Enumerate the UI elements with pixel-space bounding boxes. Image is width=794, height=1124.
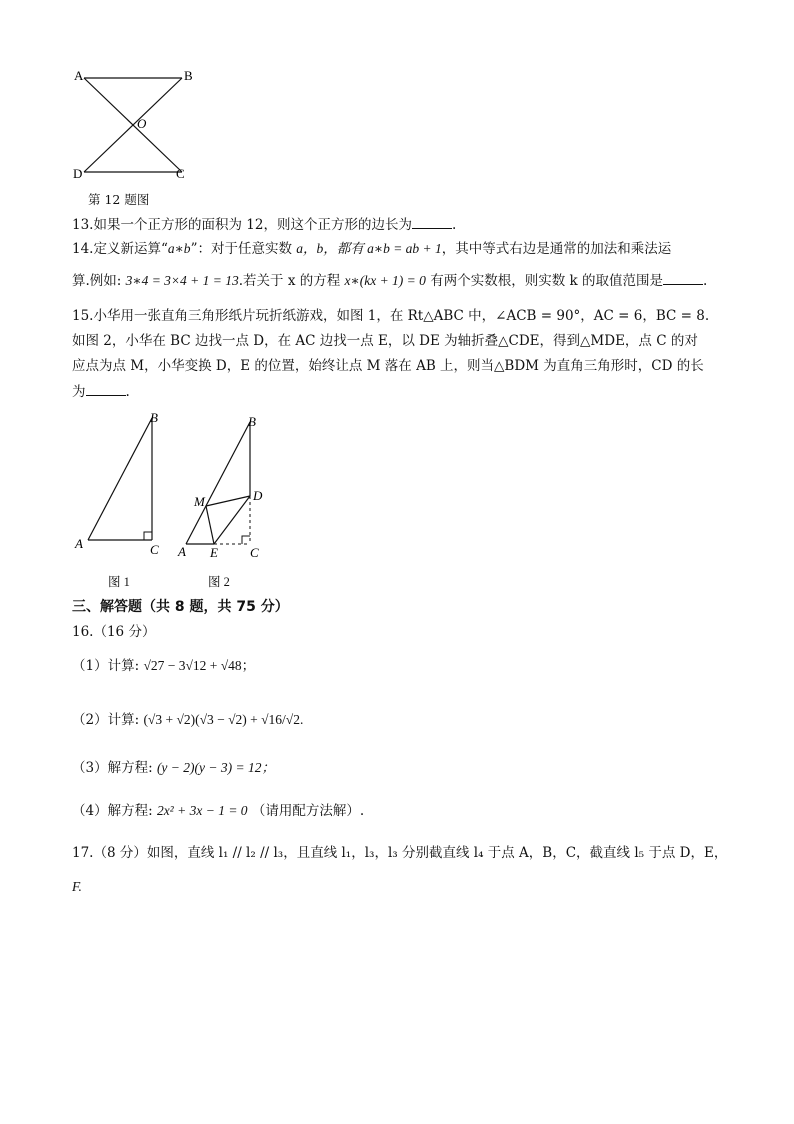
q16-p4-note: （请用配方法解）. (251, 803, 365, 819)
fig2-side-ab (186, 422, 250, 544)
section-3-title: 三、解答题（共 8 题，共 75 分） (72, 599, 289, 615)
q16-p2-label: （2）计算: (72, 712, 140, 728)
q14-text-e: 算.例如: (72, 273, 126, 289)
q16-p4-label: （4）解方程: (72, 803, 153, 819)
fig2-label-C: C (250, 545, 259, 560)
fig2-segment-me (206, 506, 214, 544)
fig2-label-A: A (178, 544, 186, 559)
q14-text-d: ，其中等式右边是通常的加法和乘法运 (441, 241, 672, 257)
figure-1-caption: 图 1 (108, 575, 130, 589)
fig1-right-angle-mark (144, 532, 152, 540)
label-B: B (184, 68, 193, 83)
q16-p4-expression: 2x² + 3x − 1 = 0 (156, 803, 248, 818)
question-17-line-1: 17.（8 分）如图，直线 l₁ // l₂ // l₃，且直线 l₁，l₃，l₃ 分别截直线 l₄ 于点 A，B，C，截直线 l₅ 于点 D，E， (72, 845, 728, 861)
question-16-part-1 (72, 656, 255, 676)
question-16-part-3 (72, 758, 275, 778)
q15-end: . (125, 384, 130, 400)
label-D: D (73, 166, 83, 180)
question-13 (72, 214, 456, 235)
fig2-label-B: B (248, 414, 256, 429)
q16-p1-label: （1）计算: (72, 658, 140, 674)
figure-12-caption: 第 12 题图 (88, 192, 150, 207)
fig2-label-D: D (253, 488, 263, 503)
question-16-part-2 (72, 710, 303, 730)
question-14-line-2 (72, 270, 707, 291)
question-17-line-2: F. (72, 879, 82, 894)
q16-p2-expression: (√3 + √2)(√3 − √2) + √16/√2. (143, 712, 304, 727)
label-C: C (176, 166, 185, 180)
question-15-line-4 (72, 381, 130, 402)
fig2-label-M: M (194, 494, 205, 509)
fig1-label-A: A (75, 536, 83, 551)
fig1-label-C: C (150, 542, 159, 557)
fig1-side-ab (88, 418, 152, 540)
q15-text-for: 为 (72, 384, 86, 400)
fig1-label-B: B (150, 410, 158, 425)
answer-blank-13[interactable] (412, 214, 452, 229)
q14-text-a: 14.定义新运算“ (72, 241, 168, 257)
q14-vars: a，b，都有 (296, 241, 368, 256)
question-15-line-1: 15.小华用一张直角三角形纸片玩折纸游戏，如图 1，在 Rt△ABC 中，∠ACB = 90°，AC = 6，BC = 8. (72, 308, 710, 324)
figure-2-caption: 图 2 (208, 575, 230, 589)
question-13-end: . (451, 217, 457, 233)
answer-blank-15[interactable] (86, 381, 126, 396)
figure-2 (172, 408, 272, 560)
q14-equation: x∗(kx + 1) = 0 (344, 273, 426, 288)
fig2-right-angle-mark (242, 536, 250, 544)
label-O: O (137, 116, 147, 131)
figure-1 (72, 408, 172, 560)
question-15-line-2: 如图 2，小华在 BC 边找一点 D，在 AC 边找一点 E，以 DE 为轴折叠△CDE，得到△MDE，点 C 的对 (72, 333, 698, 349)
q14-text-f: .若关于 x 的方程 (238, 273, 345, 289)
q14-operation: a∗b (167, 241, 191, 256)
q14-text-g: 有两个实数根，则实数 k 的取值范围是 (425, 273, 663, 289)
label-A: A (74, 68, 84, 83)
q14-example: 3∗4 = 3×4 + 1 = 13 (125, 273, 239, 288)
q14-text-b: ”：对于任意实数 (190, 241, 297, 257)
answer-blank-14[interactable] (663, 270, 703, 285)
q14-end: . (702, 273, 708, 289)
q16-p3-expression: (y − 2)(y − 3) = 12； (156, 760, 275, 775)
question-13-text: 13.如果一个正方形的面积为 12，则这个正方形的边长为 (72, 217, 412, 233)
q16-p3-label: （3）解方程: (72, 760, 153, 776)
question-14-line-1 (72, 239, 671, 259)
figure-12 (70, 68, 200, 180)
question-16-header: 16.（16 分） (72, 624, 156, 640)
question-16-part-4 (72, 801, 364, 821)
fig2-label-E: E (210, 545, 218, 560)
question-15-line-3: 应点为点 M，小华变换 D，E 的位置，始终让点 M 落在 AB 上，则当△BDM 为直角三角形时，CD 的长 (72, 358, 704, 374)
q16-p1-expression: √27 − 3√12 + √48； (143, 658, 256, 673)
q14-definition: a∗b = ab + 1 (367, 241, 442, 256)
